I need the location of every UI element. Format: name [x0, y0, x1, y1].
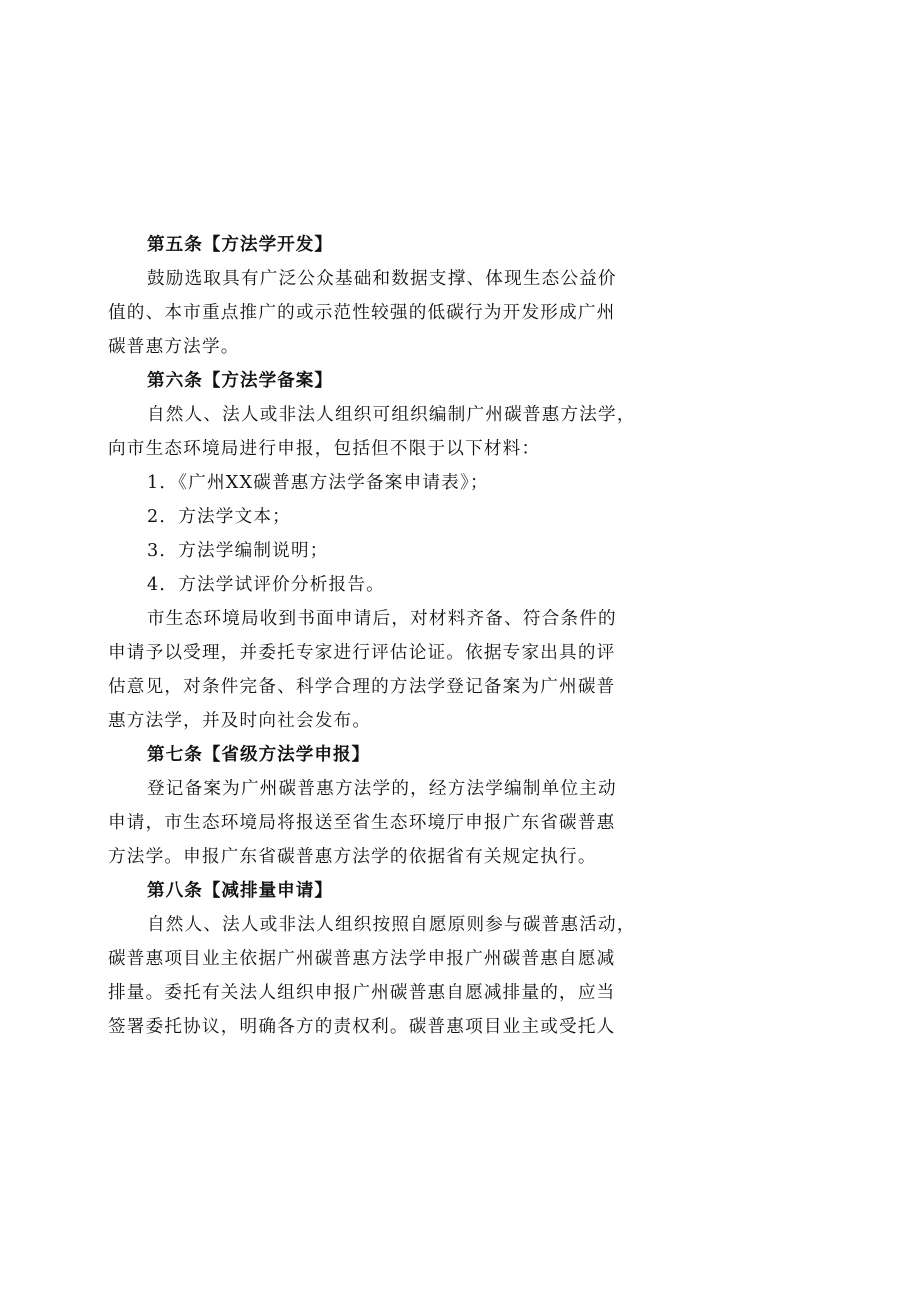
article-6-review-line: 估意见，对条件完备、科学合理的方法学登记备案为广州碳普 [108, 677, 616, 697]
material-list-item: 1．《广州XX碳普惠方法学备案申请表》； [147, 473, 489, 493]
article-8-line: 签署委托协议，明确各方的责权利。碳普惠项目业主或受托人 [108, 1017, 616, 1037]
article-6-review-line: 市生态环境局收到书面申请后，对材料齐备、符合条件的 [147, 609, 617, 629]
article-6-review-line: 惠方法学，并及时向社会发布。 [108, 711, 372, 731]
article-7-line: 方法学。申报广东省碳普惠方法学的依据省有关规定执行。 [108, 847, 597, 867]
article-5-heading: 第五条【方法学开发】 [147, 235, 333, 255]
document-body [108, 228, 636, 1044]
article-8-line: 碳普惠项目业主依据广州碳普惠方法学申报广州碳普惠自愿减 [108, 949, 616, 969]
article-5-line: 碳普惠方法学。 [108, 337, 240, 357]
article-8-line: 排量。委托有关法人组织申报广州碳普惠自愿减排量的，应当 [108, 983, 616, 1003]
material-list-item: 2．方法学文本； [147, 507, 291, 527]
article-5-line: 值的、本市重点推广的或示范性较强的低碳行为开发形成广州 [108, 303, 616, 323]
article-6-heading: 第六条【方法学备案】 [147, 371, 333, 391]
article-7-heading: 第七条【省级方法学申报】 [147, 745, 371, 765]
material-list-item: 4．方法学试评价分析报告。 [147, 575, 385, 595]
article-7-line: 申请，市生态环境局将报送至省生态环境厅申报广东省碳普惠 [108, 813, 616, 833]
material-list-item: 3．方法学编制说明； [147, 541, 329, 561]
article-8-heading: 第八条【减排量申请】 [147, 881, 333, 901]
article-6-review-line: 申请予以受理，并委托专家进行评估论证。依据专家出具的评 [108, 643, 616, 663]
article-8-line: 自然人、法人或非法人组织按照自愿原则参与碳普惠活动， [147, 915, 636, 935]
article-6-intro-line: 自然人、法人或非法人组织可组织编制广州碳普惠方法学， [147, 405, 636, 425]
article-7-line: 登记备案为广州碳普惠方法学的，经方法学编制单位主动 [147, 779, 617, 799]
article-6-intro-line: 向市生态环境局进行申报，包括但不限于以下材料： [108, 439, 541, 459]
article-5-line: 鼓励选取具有广泛公众基础和数据支撑、体现生态公益价 [147, 269, 617, 289]
